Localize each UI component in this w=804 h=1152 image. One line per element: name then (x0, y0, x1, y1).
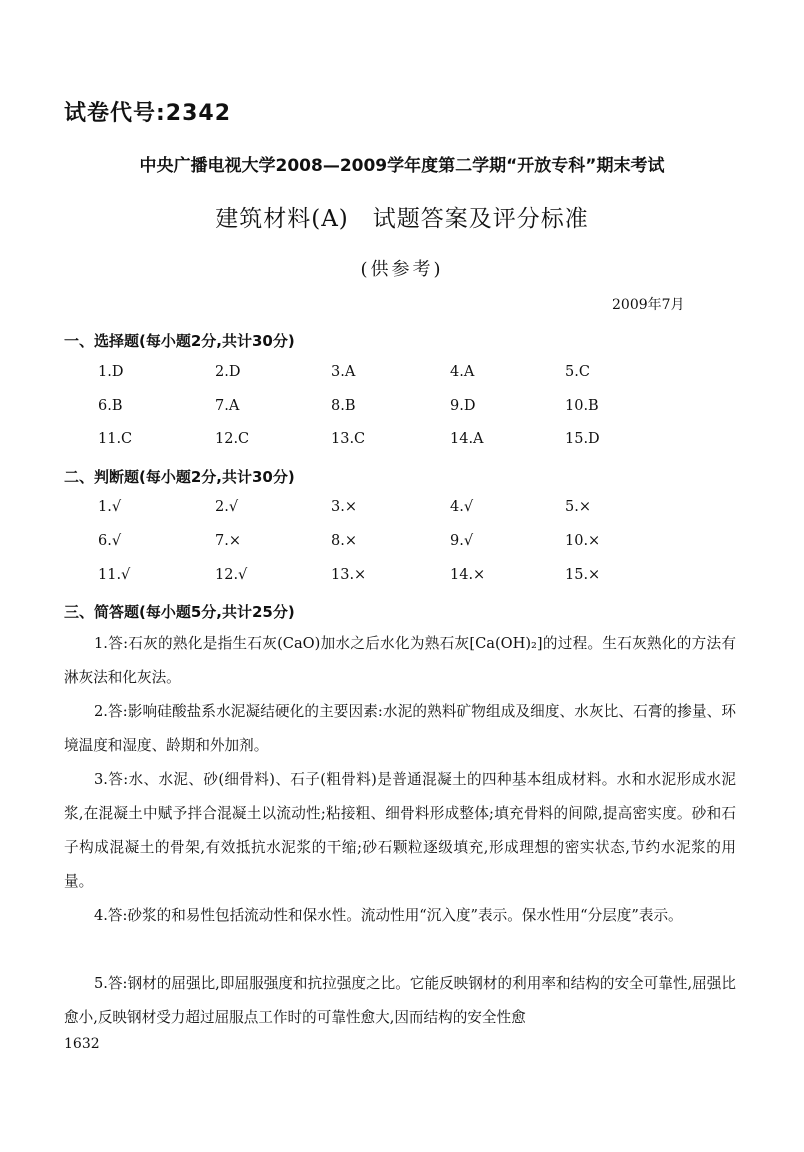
answer-item: 10.× (565, 533, 601, 549)
answer-row (98, 364, 658, 388)
answer-item: 7.× (215, 533, 241, 549)
answer-item: 4.√ (450, 499, 474, 515)
paper-code: 试卷代号:2342 (64, 101, 232, 126)
answer-item: 2.D (215, 364, 241, 380)
answer-item: 6.B (98, 398, 123, 414)
answer-item: 5.× (565, 499, 591, 515)
answer-item: 1.D (98, 364, 124, 380)
answer-item: 4.A (450, 364, 475, 380)
answer-item: 14.A (450, 431, 484, 447)
answer-item: 5.C (565, 364, 590, 380)
answer-item: 15.× (565, 567, 601, 583)
section-heading-short-answer: 三、简答题(每小题5分,共计25分) (64, 603, 295, 621)
answer-item: 10.B (565, 398, 599, 414)
answer-item: 9.√ (450, 533, 474, 549)
answer-item: 11.√ (98, 567, 131, 583)
answer-paragraph: 4.答:砂浆的和易性包括流动性和保水性。流动性用“沉入度”表示。保水性用“分层度”表示。 (94, 907, 683, 924)
answer-item: 3.× (331, 499, 357, 515)
answer-item: 12.C (215, 431, 250, 447)
answer-paragraph: 3.答:水、水泥、砂(细骨料)、石子(粗骨料)是普通混凝土的四种基本组成材料。水和水泥形成水泥浆,在混凝土中赋予拌合混凝土以流动性;粘接粗、细骨料形成整体;填充骨料的间隙,提高密实度。砂和石子构成混凝土的骨架,有效抵抗水泥浆的干缩;砂石颗粒逐级填充,形成理想的密实状态,节约水泥浆的用量。 (64, 771, 736, 890)
answer-item: 1.√ (98, 499, 122, 515)
answer-row (98, 398, 658, 422)
section-heading-choice: 一、选择题(每小题2分,共计30分) (64, 332, 295, 350)
answer-item: 13.× (331, 567, 367, 583)
page-number: 1632 (64, 1036, 100, 1052)
answer-row (98, 567, 658, 591)
answer-item: 12.√ (215, 567, 248, 583)
answer-item: 11.C (98, 431, 133, 447)
answer-item: 14.× (450, 567, 486, 583)
document-subtitle: (供参考) (360, 259, 444, 280)
answer-row (98, 499, 658, 523)
answer-paragraph: 5.答:钢材的屈强比,即屈服强度和抗拉强度之比。它能反映钢材的利用率和结构的安全可靠性,屈强比愈小,反映钢材受力超过屈服点工作时的可靠性愈大,因而结构的安全性愈 (64, 975, 736, 1026)
answer-paragraph: 2.答:影响硅酸盐系水泥凝结硬化的主要因素:水泥的熟料矿物组成及细度、水灰比、石膏的掺量、环境温度和湿度、龄期和外加剂。 (64, 703, 736, 754)
document-title: 建筑材料(A) 试题答案及评分标准 (215, 206, 589, 232)
answer-item: 7.A (215, 398, 240, 414)
answer-item: 8.× (331, 533, 357, 549)
section-heading-judgement: 二、判断题(每小题2分,共计30分) (64, 468, 295, 486)
exam-title: 中央广播电视大学2008—2009学年度第二学期“开放专科”期末考试 (139, 156, 665, 176)
answer-paragraph: 1.答:石灰的熟化是指生石灰(CaO)加水之后水化为熟石灰[Ca(OH)₂]的过程。生石灰熟化的方法有淋灰法和化灰法。 (64, 635, 736, 686)
answer-item: 9.D (450, 398, 476, 414)
answer-item: 8.B (331, 398, 356, 414)
answer-row (98, 533, 658, 557)
answer-item: 15.D (565, 431, 600, 447)
exam-date: 2009年7月 (612, 297, 685, 313)
answer-item: 3.A (331, 364, 356, 380)
answer-item: 2.√ (215, 499, 239, 515)
answer-item: 6.√ (98, 533, 122, 549)
answer-row (98, 431, 658, 455)
answer-item: 13.C (331, 431, 366, 447)
